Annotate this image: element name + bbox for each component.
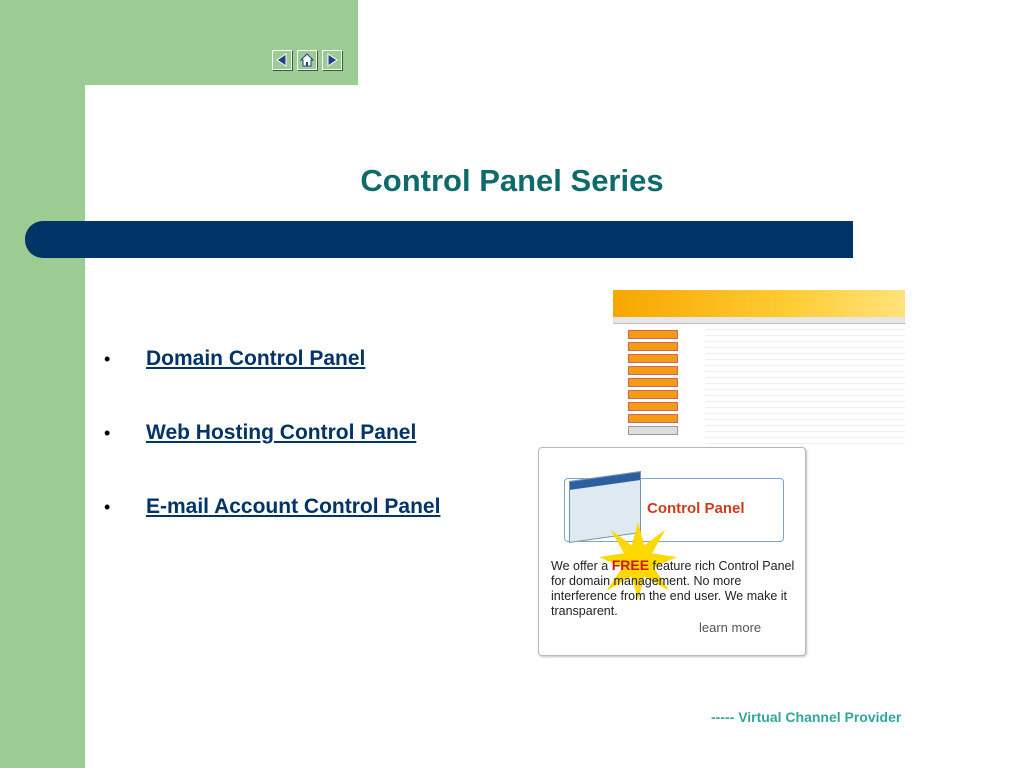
- triangle-right-icon: [325, 53, 339, 67]
- previous-slide-button[interactable]: [272, 50, 292, 70]
- slide-title: Control Panel Series: [360, 163, 664, 198]
- control-panel-header: [613, 290, 905, 317]
- footer-tagline: ----- Virtual Channel Provider: [711, 709, 902, 725]
- learn-more-link[interactable]: learn more: [699, 620, 762, 635]
- web-hosting-control-panel-link[interactable]: Web Hosting Control Panel: [146, 421, 417, 444]
- bullet-dot: •: [104, 496, 111, 517]
- top-green-header: [0, 0, 358, 85]
- control-panel-subbar: [613, 317, 905, 324]
- navy-title-band: [25, 221, 853, 258]
- control-panel-main: [705, 324, 905, 444]
- ad-description: [551, 558, 801, 619]
- next-slide-button[interactable]: [322, 50, 342, 70]
- side-menu-item: [628, 378, 678, 387]
- triangle-left-icon: [275, 53, 289, 67]
- bullet-list: [100, 344, 440, 566]
- bullet-dot: •: [104, 422, 111, 443]
- side-menu-item: [628, 402, 678, 411]
- ad-text-before: We offer a: [551, 559, 609, 573]
- corner-curve: [85, 85, 145, 145]
- list-item: [100, 492, 440, 522]
- slide-navigation: [272, 50, 342, 70]
- side-menu-item: [628, 354, 678, 363]
- email-account-control-panel-link[interactable]: E-mail Account Control Panel: [146, 495, 441, 518]
- free-label: FREE: [611, 557, 650, 573]
- side-menu-item: [628, 342, 678, 351]
- control-panel-side-menu: [628, 330, 678, 438]
- info-row: [705, 438, 905, 444]
- ad-heading: Control Panel: [647, 500, 745, 517]
- left-green-margin: [0, 0, 85, 768]
- side-menu-item: [628, 390, 678, 399]
- control-panel-ad[interactable]: [538, 447, 806, 656]
- browser-window-icon: [569, 471, 641, 543]
- ad-text-after: feature rich Control Panel for domain management. No more interference from the end user. We make it transparent.: [551, 559, 795, 618]
- side-menu-item: [628, 414, 678, 423]
- domain-control-panel-link[interactable]: Domain Control Panel: [146, 347, 366, 370]
- side-menu-item: [628, 366, 678, 375]
- bullet-dot: •: [104, 348, 111, 369]
- list-item: [100, 418, 440, 448]
- control-panel-screenshot: [613, 290, 905, 460]
- side-menu-item: [628, 330, 678, 339]
- side-menu-item: [628, 426, 678, 435]
- list-item: [100, 344, 440, 374]
- home-icon: [300, 53, 314, 67]
- home-button[interactable]: [297, 50, 317, 70]
